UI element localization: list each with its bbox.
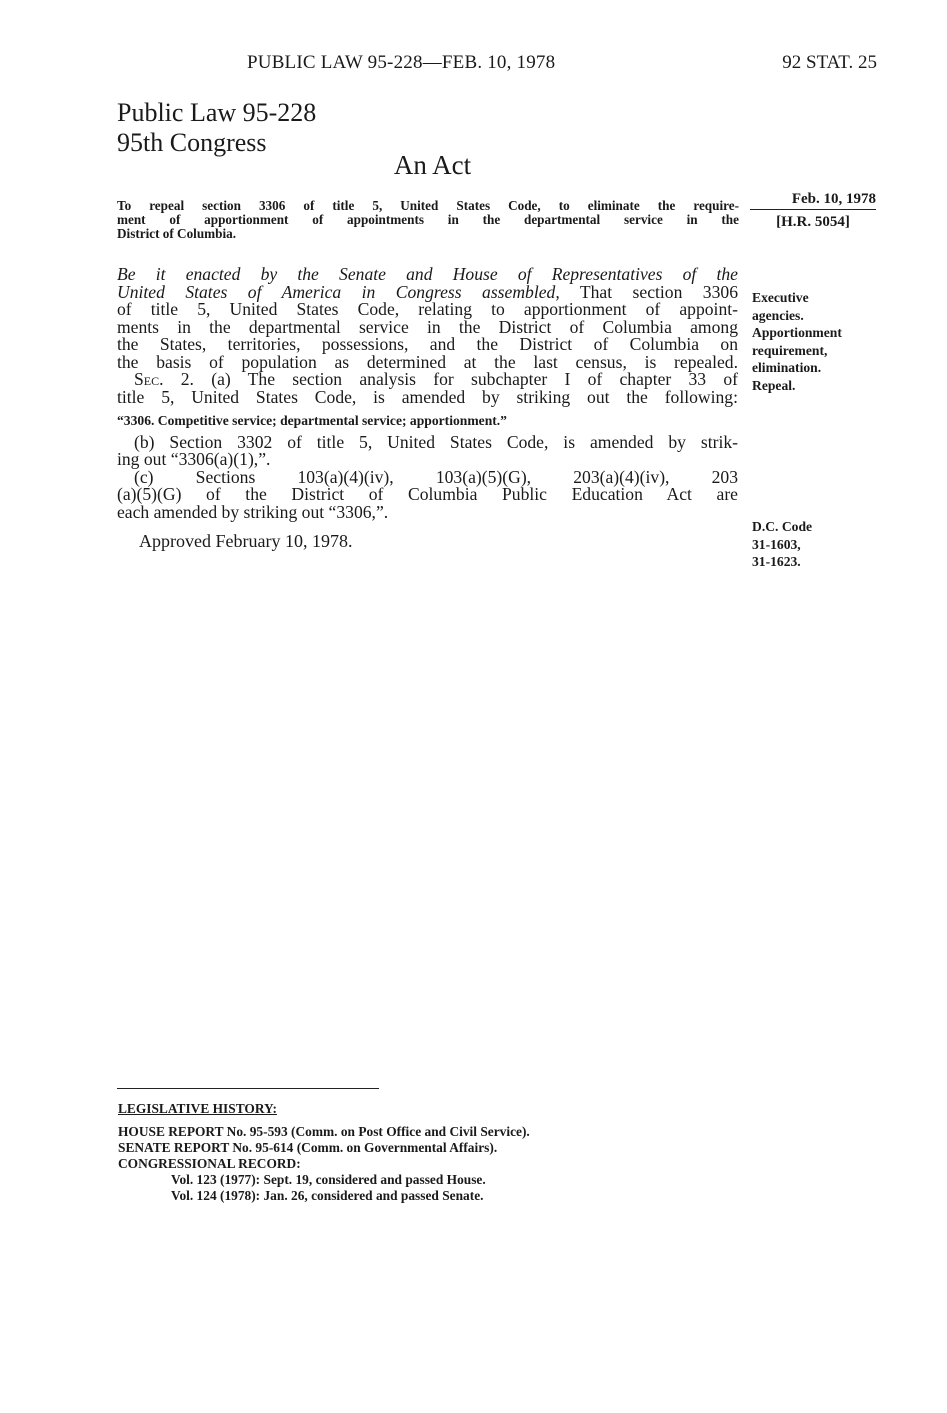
margin-note-executive-agencies (752, 289, 842, 394)
margin-note-line: 31-1623. (752, 554, 801, 569)
margin-note-line: Executive (752, 290, 809, 305)
act-heading: An Act (393, 150, 472, 180)
section-1-line: the basis of population as determined at the last census, is repealed. (117, 351, 738, 372)
legislative-history-line: HOUSE REPORT No. 95-593 (Comm. on Post Office and Civil Service). (118, 1124, 530, 1139)
section-2c-line: each amended by striking out “3306,”. (117, 501, 389, 522)
congress-number: 95th Congress (117, 128, 267, 157)
enacting-clause-line: Be it enacted by the Senate and House of Representatives of the (117, 264, 738, 284)
section-2c-line: (a)(5)(G) of the District of Columbia Public Education Act are (117, 484, 738, 504)
approval-date: Approved February 10, 1978. (139, 531, 353, 551)
congressional-record-volume: Vol. 123 (1977): Sept. 19, considered and passed House. (171, 1172, 486, 1187)
purpose-line: District of Columbia. (117, 226, 237, 241)
purpose-line: ment of apportionment of appointments in the departmental service in the (117, 212, 739, 227)
congressional-record-volume: Vol. 124 (1978): Jan. 26, considered and passed Senate. (171, 1188, 484, 1203)
section-2a-text: (a) The section analysis for subchapter I of chapter 33 of (193, 369, 738, 389)
section-1-line: the States, territories, possessions, and the District of Columbia on (117, 334, 738, 354)
purpose-line: To repeal section 3306 of title 5, United States Code, to eliminate the require- (117, 198, 739, 213)
legislative-history-line: SENATE REPORT No. 95-614 (Comm. on Governmental Affairs). (118, 1140, 498, 1155)
margin-note-line: Apportionment (752, 325, 842, 340)
statute-page-number: 92 STAT. 25 (782, 52, 877, 73)
section-2c-line: (c) Sections 103(a)(4)(iv), 103(a)(5)(G), 203(a)(4)(iv), 203 (134, 466, 738, 487)
margin-note-line: elimination. (752, 360, 822, 375)
margin-note-line: requirement, (752, 342, 828, 358)
legislative-history (118, 1101, 718, 1204)
act-body (117, 266, 738, 551)
margin-note-line: Repeal. (752, 377, 796, 393)
legislative-history-rule (117, 1088, 379, 1089)
section-2a-line: title 5, United States Code, is amended by striking out the following: (117, 386, 738, 407)
section-1-line: ments in the departmental service in the District of Columbia among (117, 316, 738, 337)
law-number: Public Law 95-228 (117, 98, 317, 127)
section-1-start: That section 3306 (559, 281, 738, 302)
section-2b-line: (b) Section 3302 of title 5, United States Code, is amended by strik- (134, 431, 738, 452)
margin-note-line: 31-1603, (752, 536, 801, 552)
sidebar-bill-number: [H.R. 5054] (776, 214, 850, 230)
enacting-clause-text: United States of America in Congress assembled, (117, 281, 560, 302)
sidebar-date: Feb. 10, 1978 (750, 191, 876, 210)
section-1-line: of title 5, United States Code, relating to apportionment of appoint- (117, 299, 738, 319)
quoted-section-entry: “3306. Competitive service; departmental service; apportionment.” (117, 413, 507, 428)
running-head: PUBLIC LAW 95-228—FEB. 10, 1978 (247, 52, 556, 73)
margin-note-line: D.C. Code (752, 519, 813, 534)
section-2-label: Sec. 2. (134, 369, 194, 389)
legislative-history-line: CONGRESSIONAL RECORD: (118, 1156, 301, 1171)
margin-note-line: agencies. (752, 307, 804, 323)
margin-note-dc-code (752, 518, 812, 571)
law-title-block (117, 98, 316, 158)
section-2a-line (117, 371, 738, 389)
act-purpose (117, 199, 739, 241)
section-2b-line: ing out “3306(a)(1),”. (117, 449, 271, 469)
legislative-history-heading: LEGISLATIVE HISTORY: (118, 1101, 277, 1116)
